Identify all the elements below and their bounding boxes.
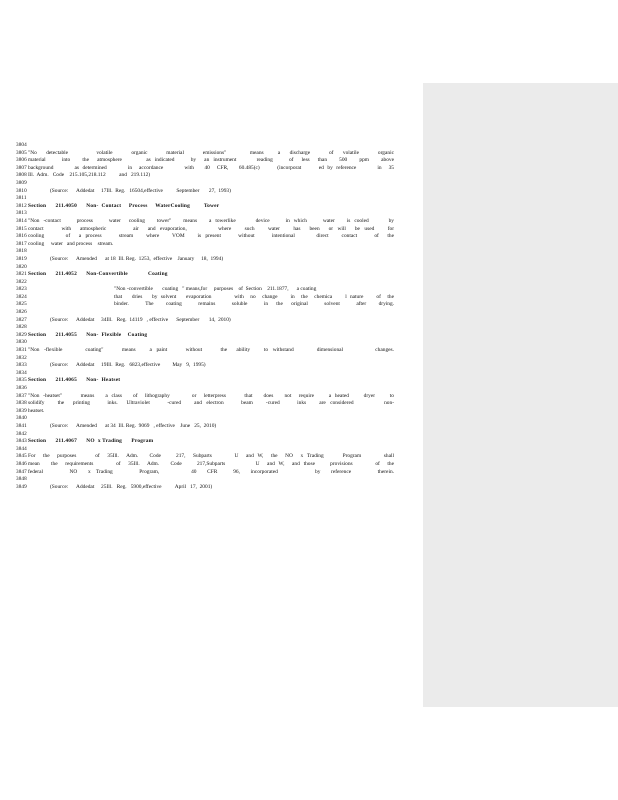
document-line (0, 309, 423, 317)
document-line (0, 400, 423, 408)
line-number: 3843 (16, 438, 27, 445)
line-number: 3824 (16, 293, 27, 300)
document-line (0, 188, 423, 196)
line-text: For the purposes of 35Ill. Adm. Code 217, Subparts U and W, the NO x Trading Program shall (28, 453, 394, 460)
section-heading: Section 211.4065 Non- Heatset (28, 377, 121, 384)
document-line (0, 423, 423, 431)
document-line (0, 431, 423, 439)
line-number: 3849 (16, 483, 27, 490)
line-number: 3826 (16, 309, 27, 316)
line-number: 3809 (16, 179, 27, 186)
document-line (0, 248, 423, 256)
line-number: 3836 (16, 385, 27, 391)
document-line (0, 438, 423, 446)
section-heading: Section 211.4055 Non- Flexible Coating (28, 331, 148, 338)
document-line (0, 271, 423, 279)
line-text: (Source: Addedat 34Ill. Reg. 14119 , effective September 14, 2010) (50, 316, 231, 323)
line-number: 3819 (16, 255, 27, 262)
line-text: (Source: Addedat 17Ill. Reg. 16504,effective September 27, 1993) (50, 187, 231, 194)
document-line (0, 172, 423, 180)
document-line (0, 324, 423, 332)
line-text: (Source: Amended at 18 Ill. Reg. 1253, effective January 18, 1994) (50, 255, 224, 262)
line-text: "Non -flexible coating" means a paint without the ability to withstand dimensional changes. (28, 347, 394, 354)
document-line (0, 203, 423, 211)
line-number: 3823 (16, 286, 27, 293)
line-number: 3832 (16, 354, 27, 361)
right-gutter-panel (423, 83, 618, 707)
line-text: that dries by solvent evaporation with no change in the chemica l nature of the (114, 293, 394, 300)
document-line (0, 339, 423, 347)
line-number: 3804 (16, 142, 27, 148)
line-text: "No detectable volatile organic material emissions" means a discharge of volatile organic (28, 149, 394, 156)
line-number: 3822 (16, 278, 27, 285)
line-number: 3811 (16, 195, 27, 202)
document-line (0, 286, 423, 294)
line-number: 3829 (16, 331, 27, 338)
line-number: 3831 (16, 347, 27, 354)
line-number: 3825 (16, 301, 27, 308)
line-number: 3840 (16, 415, 27, 422)
document-line (0, 301, 423, 309)
line-text: solidify the printing inks. Ultraviolet -cured and electron beam -cured inks are considered non- (28, 400, 394, 407)
section-heading: Section 211.4050 Non- Contact Process WaterCooling Tower (28, 202, 220, 209)
line-number: 3833 (16, 362, 27, 369)
section-heading: Section 211.4067 NO x Trading Program (28, 438, 154, 445)
line-number: 3830 (16, 339, 27, 346)
line-number: 3827 (16, 316, 27, 323)
line-text: (Source: Amended at 34 Ill. Reg. 9069 , effective June 25, 2010) (50, 422, 217, 429)
line-text: cooling water and process stream. (28, 240, 114, 247)
document-line (0, 453, 423, 461)
line-number: 3813 (16, 210, 27, 217)
document-line (0, 210, 423, 218)
line-number: 3821 (16, 271, 27, 278)
document-line (0, 347, 423, 355)
document-line (0, 461, 423, 469)
document-line (0, 142, 423, 150)
document-line (0, 408, 423, 416)
line-text: background as determined in accordance with 40 CFR, 60.485(c) (incorporat ed by reference in 35 (28, 164, 394, 171)
line-text: Ill. Adm. Code 215.105,218.112 and 219.112) (28, 172, 151, 179)
line-number: 3807 (16, 164, 27, 171)
line-number: 3835 (16, 377, 27, 384)
line-number: 3818 (16, 248, 27, 255)
section-heading: Section 211.4052 Non-Convertible Coating (28, 271, 168, 278)
line-number: 3820 (16, 263, 27, 270)
document-line (0, 377, 423, 385)
line-number: 3812 (16, 202, 27, 209)
line-number: 3842 (16, 430, 27, 437)
line-number: 3808 (16, 172, 27, 179)
line-number: 3845 (16, 453, 27, 460)
line-number: 3805 (16, 149, 27, 156)
document-line (0, 469, 423, 477)
line-number: 3814 (16, 217, 27, 224)
line-text: contact with atmospheric air and evaporation, where such water has been or will be used for (28, 225, 394, 232)
line-text: (Source: Addedat 19Ill. Reg. 6823,effective May 9, 1995) (50, 362, 206, 369)
line-number: 3817 (16, 240, 27, 247)
line-number: 3837 (16, 392, 27, 399)
document-line (0, 157, 423, 165)
document-line (0, 233, 423, 241)
line-number: 3810 (16, 187, 27, 194)
document-text-body (0, 142, 423, 491)
line-number: 3841 (16, 422, 27, 429)
line-text: material into the atmosphere as indicated by an instrument reading of less than 500 ppm above (28, 157, 394, 164)
document-line (0, 195, 423, 203)
document-line (0, 218, 423, 226)
line-text: heatset. (28, 407, 45, 414)
line-number: 3816 (16, 233, 27, 240)
document-line (0, 385, 423, 393)
line-text: (Source: Addedat 25Ill. Reg. 5900,effective April 17, 2001) (50, 483, 213, 490)
document-line (0, 484, 423, 492)
line-number: 3844 (16, 445, 27, 452)
document-line (0, 264, 423, 272)
line-text: "Non -heatset" means a class of lithography or letterpress that does not require a heated dryer to (28, 392, 394, 399)
line-text: mean the requirements of 35Ill. Adm. Code 217,Subparts U and W, and those provisions of the (28, 460, 394, 467)
line-number: 3847 (16, 468, 27, 475)
document-line (0, 370, 423, 378)
document-line (0, 332, 423, 340)
line-number: 3848 (16, 476, 27, 483)
line-text: binder. The coating remains soluble in the original solvent after drying. (114, 301, 394, 308)
document-line (0, 180, 423, 188)
document-line (0, 415, 423, 423)
line-text: cooling of a process stream where VOM is present without intentional direct contact of the (28, 233, 394, 240)
line-text: "Non -contact process water cooling tower" means a towerlike device in which water is cooled by (28, 217, 394, 224)
document-line (0, 241, 423, 249)
line-number: 3828 (16, 324, 27, 331)
line-text: "Non -convertible coating " means,for purposes of Section 211.1877, a coating (114, 286, 317, 293)
document-line (0, 317, 423, 325)
document-line (0, 226, 423, 234)
line-text: federal NO x Trading Program, 40 CFR 96, incorporated by reference therein. (28, 468, 394, 475)
document-line (0, 256, 423, 264)
line-number: 3815 (16, 225, 27, 232)
document-line (0, 362, 423, 370)
line-number: 3846 (16, 460, 27, 467)
line-number: 3834 (16, 369, 27, 376)
line-number: 3838 (16, 400, 27, 407)
document-line (0, 476, 423, 484)
line-number: 3839 (16, 407, 27, 414)
line-number: 3806 (16, 157, 27, 164)
